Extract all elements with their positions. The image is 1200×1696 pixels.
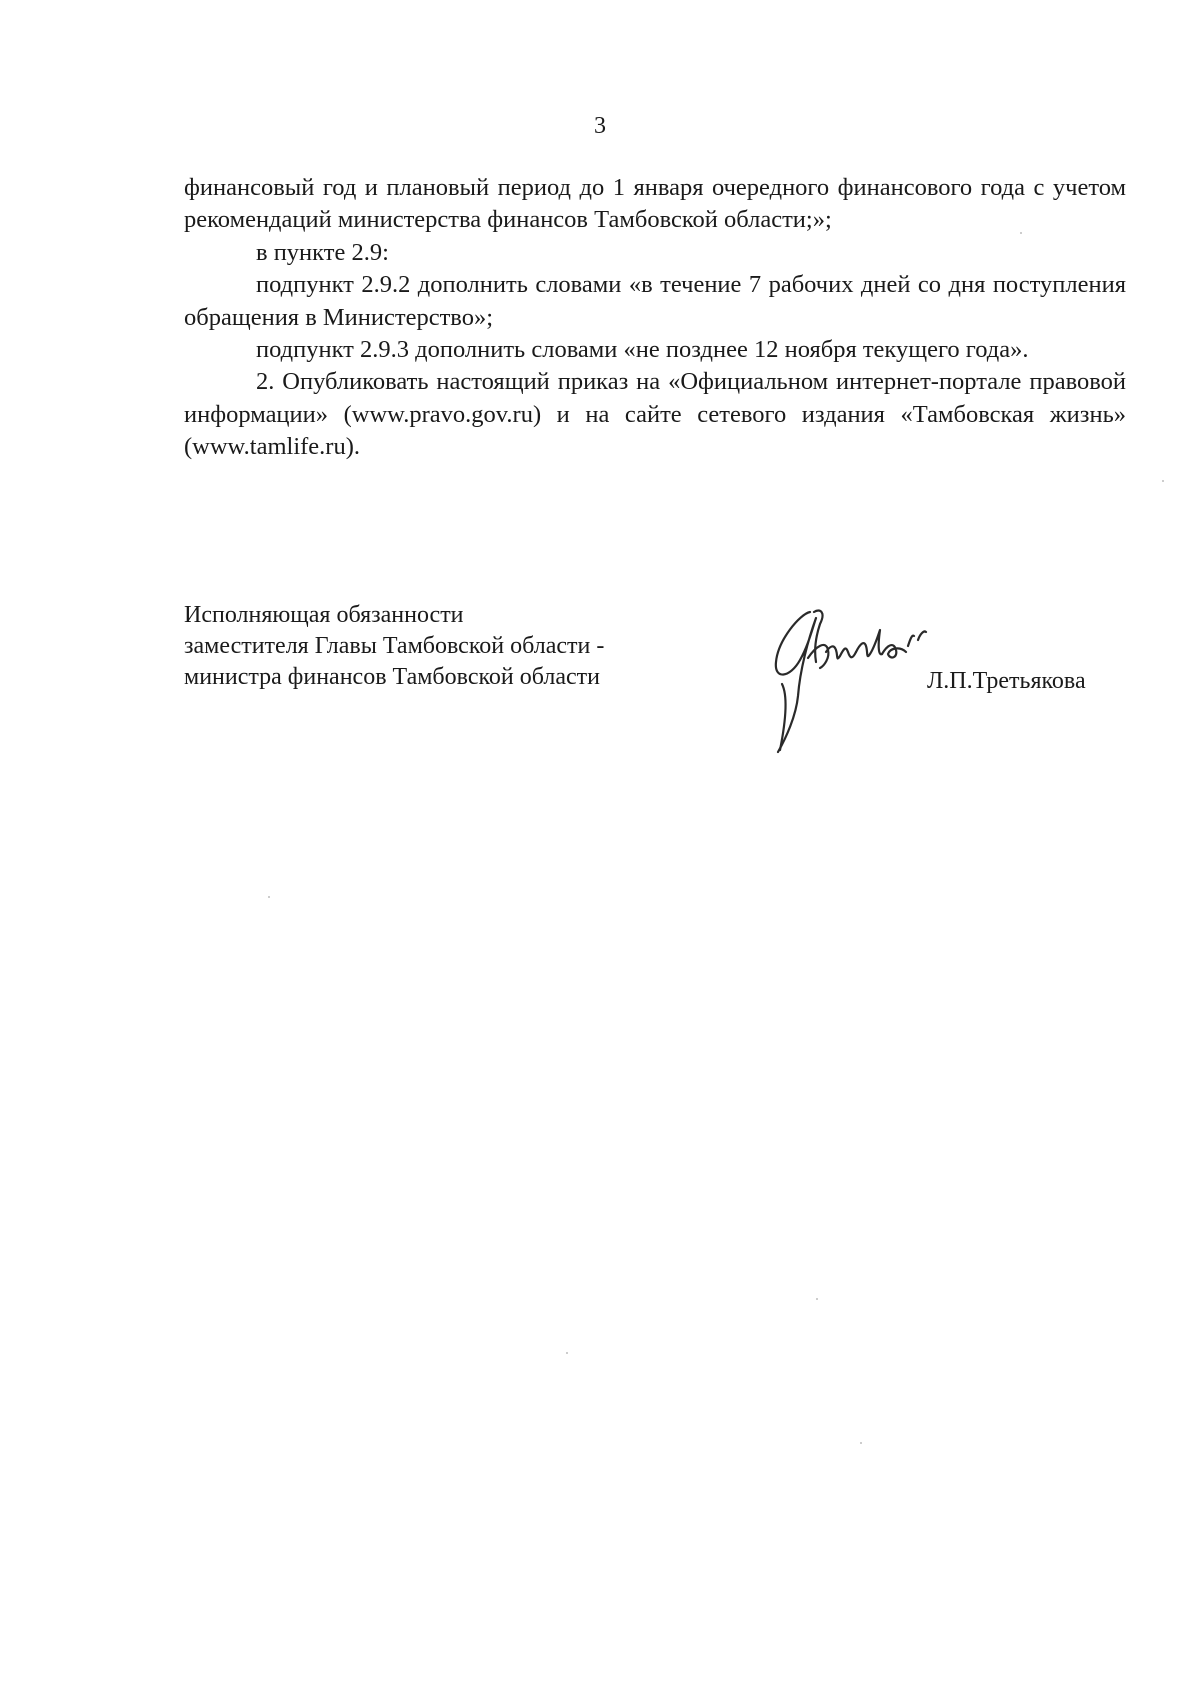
scan-speck (1162, 480, 1164, 482)
paragraph-subclause-2-9-3: подпункт 2.9.3 дополнить словами «не позднее 12 ноября текущего года». (256, 336, 1029, 364)
handwritten-signature (770, 600, 940, 765)
paragraph-clause-2-9: в пункте 2.9: (256, 238, 389, 266)
paragraph-subclause-2-9-2: подпункт 2.9.2 дополнить словами «в течение 7 рабочих дней со дня поступления обращения в Министерство»; (184, 271, 1126, 331)
scan-speck (860, 1442, 862, 1444)
position-line: заместителя Главы Тамбовской области - (184, 633, 605, 659)
signer-name: Л.П.Третьякова (927, 668, 1086, 694)
position-line: Исполняющая обязанности (184, 602, 464, 628)
position-line: министра финансов Тамбовской области (184, 664, 600, 690)
signatory-position (184, 600, 704, 693)
document-body (184, 172, 1126, 464)
scan-speck (566, 1352, 568, 1354)
scan-speck (1020, 232, 1022, 234)
paragraph-publish-order: 2. Опубликовать настоящий приказ на «Официальном интернет-портале правовой информации» (www.pravo.gov.ru) и на сайте сетевого издания «Тамбовская жизнь» (www.tamlife.ru). (184, 368, 1126, 461)
scan-speck (268, 896, 270, 898)
paragraph-continuation: финансовый год и плановый период до 1 января очередного финансового года с учетом рекомендаций министерства финансов Тамбовской области;»; (184, 174, 1126, 234)
scan-speck (816, 1298, 818, 1300)
page-number: 3 (594, 113, 606, 139)
